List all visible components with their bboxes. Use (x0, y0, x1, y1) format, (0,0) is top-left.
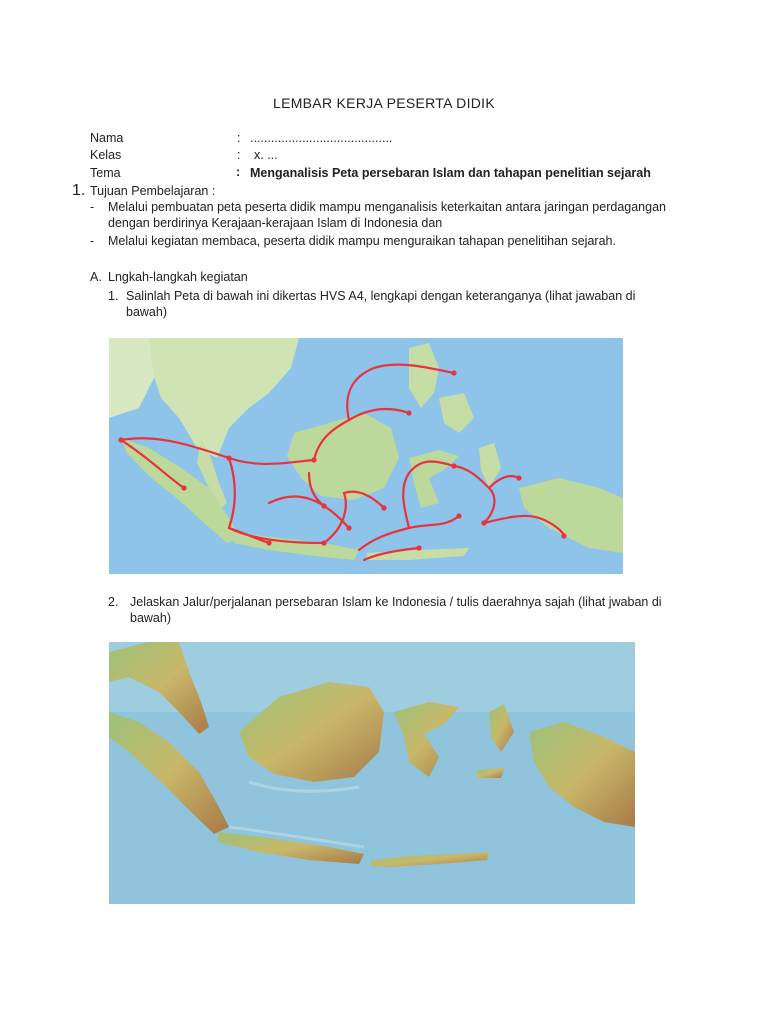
nama-colon: : (237, 131, 241, 145)
step-text: Jelaskan Jalur/perjalanan persebaran Islam ke Indonesia / tulis daerahnya sajah (lihat jwaban di (130, 595, 662, 609)
step-number: 2. (108, 595, 119, 609)
section-heading: Lngkah-langkah kegiatan (108, 270, 248, 284)
kelas-value: x. ... (254, 148, 278, 162)
step-text: bawah) (126, 305, 167, 319)
nama-value: ......................................... (250, 131, 393, 145)
section-marker: A. (90, 270, 102, 284)
objective-bullet: - (90, 200, 95, 214)
objective-text: Melalui kegiatan membaca, peserta didik mampu menguraikan tahapan penelitihan sejarah. (108, 234, 616, 248)
objective-text: Melalui pembuatan peta peserta didik mampu menganalisis keterkaitan antara jaringan perdagangan (108, 200, 666, 214)
objective-number: 1. (72, 182, 86, 199)
tema-label: Tema (90, 166, 121, 180)
islam-spread-route-map (109, 338, 623, 574)
kelas-colon: : (237, 148, 241, 162)
step-text: bawah) (130, 611, 171, 625)
nama-label: Nama (90, 131, 124, 145)
objective-heading: Tujuan Pembelajaran : (90, 184, 216, 198)
indonesia-physical-map (109, 642, 635, 904)
worksheet-title: LEMBAR KERJA PESERTA DIDIK (272, 95, 496, 111)
step-number: 1. (108, 289, 119, 303)
objective-text: dengan berdirinya Kerajaan-kerajaan Islam di Indonesia dan (108, 216, 443, 230)
tema-value: Menganalisis Peta persebaran Islam dan tahapan penelitian sejarah (250, 166, 651, 180)
kelas-label: Kelas (90, 148, 122, 162)
tema-colon: : (236, 165, 241, 179)
step-text: Salinlah Peta di bawah ini dikertas HVS A4, lengkapi dengan keteranganya (lihat jawaban di (126, 289, 636, 303)
objective-bullet: - (90, 234, 95, 248)
